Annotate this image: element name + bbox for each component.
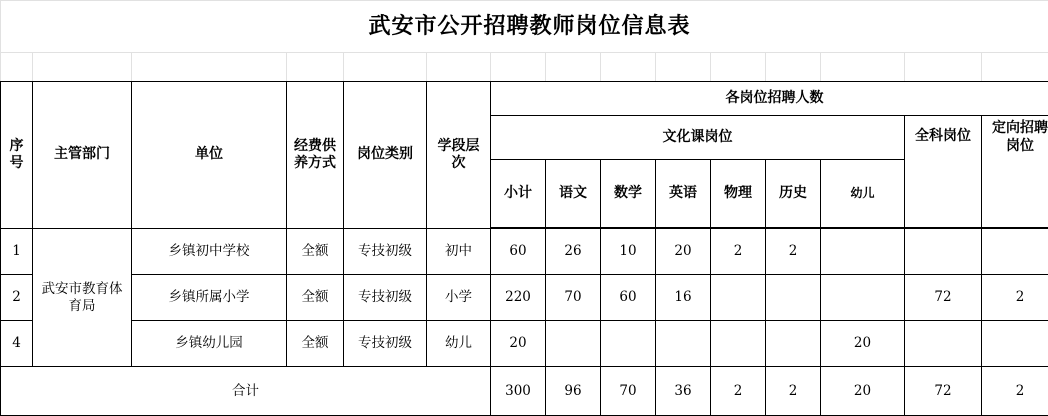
table-row[interactable] — [1, 275, 1048, 321]
table-row[interactable] — [1, 229, 1048, 275]
cell-unit[interactable]: 乡镇所属小学 — [132, 275, 287, 321]
cell-stage[interactable]: 小学 — [427, 275, 491, 321]
cell-post-type[interactable]: 专技初级 — [344, 275, 427, 321]
cell-infant[interactable]: 20 — [821, 321, 905, 367]
cell-general[interactable] — [905, 229, 982, 275]
blank-cell[interactable] — [982, 53, 1048, 82]
header-funding: 经费供养方式 — [287, 82, 344, 229]
header-physics: 物理 — [711, 160, 766, 228]
header-recruit-group: 各岗位招聘人数 — [491, 82, 1048, 116]
header-history: 历史 — [766, 160, 821, 228]
blank-cell[interactable] — [601, 53, 656, 82]
header-dept: 主管部门 — [33, 82, 132, 229]
cell-total-math[interactable]: 70 — [601, 367, 656, 416]
blank-cell[interactable] — [821, 53, 905, 82]
header-culture-group: 文化课岗位 — [491, 116, 905, 160]
cell-total-history[interactable]: 2 — [766, 367, 821, 416]
cell-math[interactable]: 60 — [601, 275, 656, 321]
cell-dept[interactable]: 武安市教育体育局 — [33, 229, 132, 367]
cell-subtotal[interactable]: 20 — [491, 321, 546, 367]
cell-general[interactable] — [905, 321, 982, 367]
blank-cell[interactable] — [711, 53, 766, 82]
cell-seq[interactable]: 2 — [1, 275, 33, 321]
blank-cell[interactable] — [905, 53, 982, 82]
header-stage: 学段层次 — [427, 82, 491, 229]
cell-total-label[interactable]: 合计 — [1, 367, 491, 416]
cell-infant[interactable] — [821, 229, 905, 275]
header-infant: 幼儿 — [821, 160, 905, 228]
cell-english[interactable]: 16 — [656, 275, 711, 321]
cell-chinese[interactable] — [546, 321, 601, 367]
blank-cell[interactable] — [33, 53, 132, 82]
blank-cell[interactable] — [766, 53, 821, 82]
cell-chinese[interactable]: 26 — [546, 229, 601, 275]
cell-stage[interactable]: 幼儿 — [427, 321, 491, 367]
cell-general[interactable]: 72 — [905, 275, 982, 321]
cell-chinese[interactable]: 70 — [546, 275, 601, 321]
cell-subtotal[interactable]: 220 — [491, 275, 546, 321]
cell-funding[interactable]: 全额 — [287, 275, 344, 321]
page-title: 武安市公开招聘教师岗位信息表 — [1, 1, 1048, 53]
header-unit: 单位 — [132, 82, 287, 229]
cell-stage[interactable]: 初中 — [427, 229, 491, 275]
cell-directed[interactable] — [982, 321, 1048, 367]
blank-cell[interactable] — [344, 53, 427, 82]
total-row[interactable] — [1, 367, 1048, 416]
cell-funding[interactable]: 全额 — [287, 229, 344, 275]
cell-total-physics[interactable]: 2 — [711, 367, 766, 416]
cell-post-type[interactable]: 专技初级 — [344, 229, 427, 275]
cell-english[interactable]: 20 — [656, 229, 711, 275]
cell-total-english[interactable]: 36 — [656, 367, 711, 416]
header-general: 全科岗位 — [905, 116, 982, 228]
header-subtotal: 小计 — [491, 160, 546, 228]
cell-unit[interactable]: 乡镇初中学校 — [132, 229, 287, 275]
header-english: 英语 — [656, 160, 711, 228]
cell-total-general[interactable]: 72 — [905, 367, 982, 416]
cell-total-chinese[interactable]: 96 — [546, 367, 601, 416]
cell-history[interactable]: 2 — [766, 229, 821, 275]
cell-post-type[interactable]: 专技初级 — [344, 321, 427, 367]
cell-history[interactable] — [766, 321, 821, 367]
cell-seq[interactable]: 4 — [1, 321, 33, 367]
cell-total-subtotal[interactable]: 300 — [491, 367, 546, 416]
header-post-type: 岗位类别 — [344, 82, 427, 229]
header-chinese: 语文 — [546, 160, 601, 228]
blank-cell[interactable] — [546, 53, 601, 82]
header-seq: 序号 — [1, 82, 33, 229]
header-directed: 定向招聘岗位 — [982, 116, 1048, 228]
cell-physics[interactable] — [711, 275, 766, 321]
cell-directed[interactable] — [982, 229, 1048, 275]
table-row[interactable] — [1, 321, 1048, 367]
cell-math[interactable] — [601, 321, 656, 367]
cell-subtotal[interactable]: 60 — [491, 229, 546, 275]
cell-physics[interactable]: 2 — [711, 229, 766, 275]
blank-cell[interactable] — [132, 53, 287, 82]
cell-english[interactable] — [656, 321, 711, 367]
cell-directed[interactable]: 2 — [982, 275, 1048, 321]
cell-total-infant[interactable]: 20 — [821, 367, 905, 416]
cell-total-directed[interactable]: 2 — [982, 367, 1048, 416]
blank-cell[interactable] — [491, 53, 546, 82]
cell-infant[interactable] — [821, 275, 905, 321]
cell-history[interactable] — [766, 275, 821, 321]
blank-cell[interactable] — [656, 53, 711, 82]
cell-seq[interactable]: 1 — [1, 229, 33, 275]
blank-cell[interactable] — [1, 53, 33, 82]
cell-physics[interactable] — [711, 321, 766, 367]
cell-math[interactable]: 10 — [601, 229, 656, 275]
blank-cell[interactable] — [287, 53, 344, 82]
blank-cell[interactable] — [427, 53, 491, 82]
cell-funding[interactable]: 全额 — [287, 321, 344, 367]
cell-unit[interactable]: 乡镇幼儿园 — [132, 321, 287, 367]
header-math: 数学 — [601, 160, 656, 228]
